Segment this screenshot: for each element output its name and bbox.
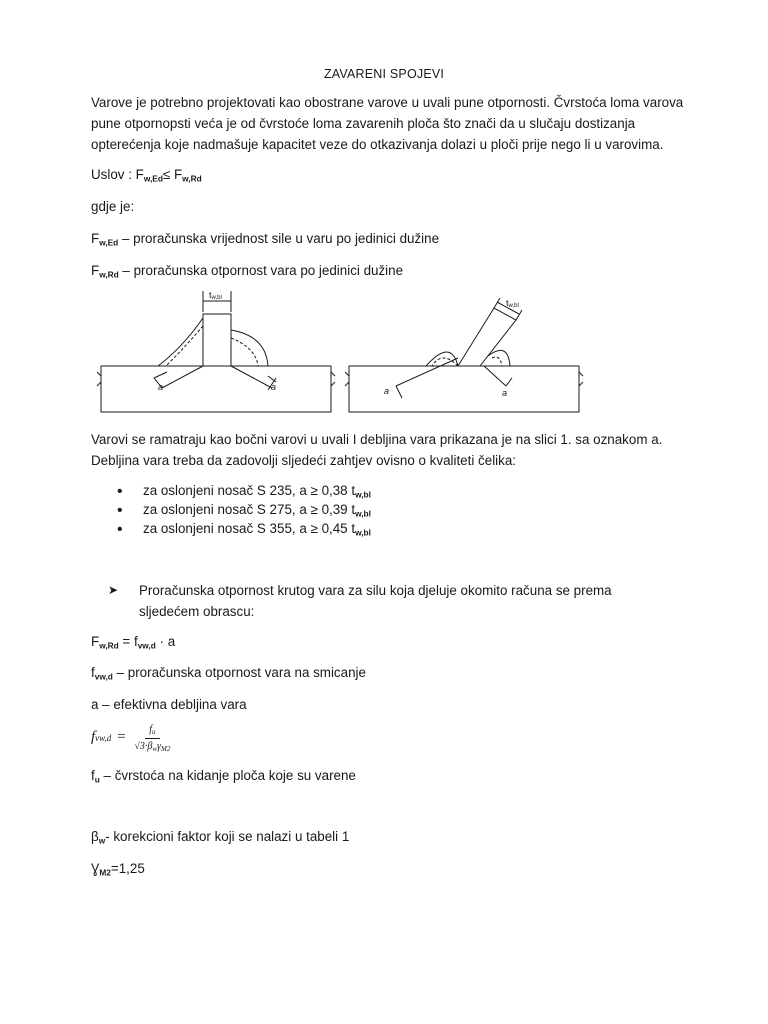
- uslov-prefix: Uslov : F: [91, 167, 144, 182]
- fvwd-eq-denominator: $√3\cdot\beta_w\gamma_{M2}$: [134, 740, 171, 753]
- uslov-line: [91, 165, 691, 186]
- bullet-sub: w,bl: [355, 489, 371, 500]
- beta-sym: β: [91, 829, 99, 844]
- left-base-plate: [101, 366, 331, 412]
- fvwd-sym: f: [91, 665, 95, 680]
- beta-sub: w: [98, 835, 106, 846]
- right-inclined-plate: [458, 308, 516, 366]
- left-a-label-2: a: [271, 382, 277, 392]
- fvwd-sub: vw,d: [94, 671, 113, 682]
- fvwd-text: – proračunska otpornost vara na smicanje: [112, 665, 366, 680]
- def-fed-line: [91, 229, 691, 250]
- beta-text: - korekcioni faktor koji se nalazi u tabeli 1: [105, 829, 350, 844]
- def-fed-sym: F: [91, 231, 100, 246]
- arrow-item-text: Proračunska otpornost krutog vara za silu koja djeluje okomito računa se prema sljedećem obrascu:: [139, 583, 612, 619]
- fu-text: – čvrstoća na kidanje ploča koje su varene: [99, 768, 356, 783]
- right-twbl-label: tw,bl: [506, 298, 519, 309]
- gamma-text: =1,25: [110, 861, 145, 876]
- beta-definition: [91, 827, 691, 848]
- bullet-text: za oslonjeni nosač S 355, a ≥ 0,45 t: [143, 521, 356, 536]
- gamma-definition: [91, 859, 691, 880]
- fvwd-eq-fraction: [132, 722, 172, 754]
- a-definition: a – efektivna debljina vara: [91, 697, 247, 712]
- left-stem-plate: [203, 314, 231, 366]
- right-a-label-2: a: [502, 388, 508, 398]
- arrow-list-item: [108, 581, 668, 623]
- left-twbl-label: tw,bl: [209, 290, 222, 301]
- def-frd-line: [91, 261, 691, 282]
- list-item: [91, 519, 691, 538]
- fu-sym: f: [91, 768, 95, 783]
- fu-definition: [91, 766, 691, 787]
- def-fed-sub: w,Ed: [99, 237, 119, 248]
- bullet-text: za oslonjeni nosač S 235, a ≥ 0,38 t: [143, 483, 356, 498]
- frd-tail: · a: [155, 634, 176, 649]
- weld-figure-left: [97, 290, 335, 412]
- bullet-sub: w,bl: [355, 508, 371, 519]
- fvwd-eq-lhs: f: [91, 729, 96, 746]
- fvwd-definition: [91, 663, 691, 684]
- def-frd-text: – proračunska otpornost vara po jedinici dužine: [118, 263, 404, 278]
- list-item: [91, 500, 691, 519]
- varovi-paragraph: Varovi se ramatraju kao bočni varovi u uvali I debljina vara prikazana je na slici 1. sa oznakom a. Debljina vara treba da zadovolji sljedeći zahtjev ovisno o kvaliteti čelika:: [91, 432, 663, 468]
- right-a-label-1: a: [384, 386, 390, 396]
- gamma-sym: Ɣ: [91, 861, 100, 876]
- weld-figure-right: [345, 298, 583, 412]
- uslov-sub2: w,Rd: [182, 173, 202, 184]
- bullet-sub: w,bl: [355, 527, 371, 538]
- left-a-label-1: a: [158, 382, 164, 392]
- steel-grade-list: [91, 481, 691, 538]
- gdje-line: gdje je:: [91, 199, 135, 214]
- def-frd-sym: F: [91, 263, 100, 278]
- uslov-op: ≤ F: [162, 167, 183, 182]
- list-item: [91, 481, 691, 500]
- fvwd-equation: f vw,d = $\frac{f_u}{√3\cdot\beta_w\gamma_{M2}}$: [91, 724, 171, 753]
- frd-formula-line: [91, 632, 691, 653]
- bullet-text: za oslonjeni nosač S 275, a ≥ 0,39 t: [143, 502, 356, 517]
- frd-lhs: F: [91, 634, 100, 649]
- gamma-sub: M2: [99, 867, 111, 878]
- frd-lhs-sub: w,Rd: [99, 640, 119, 651]
- fu-sub: u: [94, 774, 100, 785]
- weld-figure: [96, 286, 596, 418]
- arrow-bullet-icon: ➤: [108, 583, 119, 597]
- frd-rhs-sub: vw,d: [137, 640, 156, 651]
- fvwd-eq-equals: =: [116, 729, 127, 746]
- page-title: ZAVARENI SPOJEVI: [323, 67, 445, 81]
- def-fed-text: – proračunska vrijednost sile u varu po jedinici dužine: [118, 231, 440, 246]
- uslov-sub1: w,Ed: [143, 173, 163, 184]
- fvwd-eq-numerator: $f_u$: [145, 722, 159, 739]
- def-frd-sub: w,Rd: [99, 269, 119, 280]
- intro-paragraph: Varove je potrebno projektovati kao obostrane varove u uvali pune otpornosti. Čvrstoća loma varova pune otpornopsti veća je od čvrstoće loma zavarenih ploča što znači da u slučaju dostizanja opterećenja koje nadmašuje kapacitet veze do otkazivanja dolazi u ploči prije nego li u varovima.: [91, 95, 684, 152]
- frd-eq: = f: [118, 634, 138, 649]
